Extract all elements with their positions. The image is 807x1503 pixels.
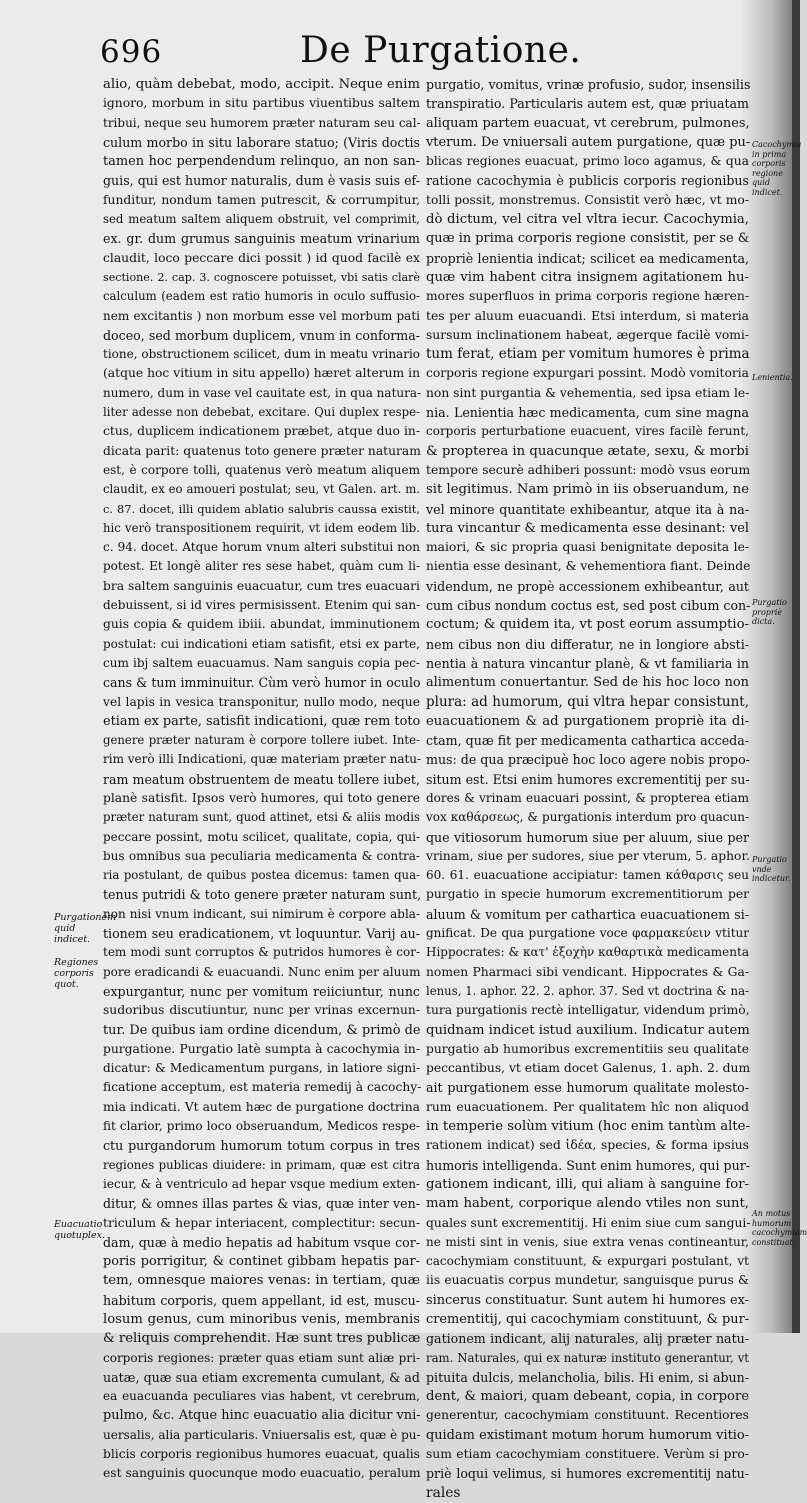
text-line: ait purgationem esse humorum qualitate molesto- bbox=[426, 1080, 749, 1096]
text-line: c. 94. docet. Atque horum vnum alteri substitui non bbox=[103, 540, 420, 555]
text-line: transpiratio. Particularis autem est, quæ priuatam bbox=[426, 96, 749, 112]
text-line: tem modi sunt corruptos & putridos humores è cor- bbox=[103, 945, 420, 960]
text-line: mia indicati. Vt autem hæc de purgatione doctrina bbox=[103, 1099, 420, 1114]
left-text-column bbox=[103, 75, 420, 1484]
text-line: purgatione. Purgatio latè sumpta à cacochymia in- bbox=[103, 1041, 420, 1056]
margin-note-lenientia: Lenientia. bbox=[752, 373, 793, 382]
text-line: cum cibus nondum coctus est, sed post cibum con- bbox=[426, 598, 751, 614]
text-line: corporis regiones: præter quas etiam sunt aliæ pri- bbox=[103, 1350, 420, 1365]
text-line: gnificat. De qua purgatione voce φαρμακεύειν vtitur bbox=[426, 926, 749, 941]
text-line: tura vincantur & medicamenta esse desinant: vel bbox=[426, 520, 749, 536]
margin-note-purgation-indication: Purgationem quid indicet. bbox=[54, 912, 117, 945]
text-line: nientia esse desinant, & vehementiora fiant. Deinde bbox=[426, 559, 751, 574]
text-line: mus: de qua præcipuè hoc loco agere nobis propo- bbox=[426, 752, 750, 768]
text-line: iis euacuatis corpus mundetur, sanguisque purus & bbox=[426, 1273, 749, 1288]
text-line: crementitij, qui cacochymiam constituunt, & pur- bbox=[426, 1312, 750, 1327]
text-line: claudit, ex eo amoueri postulat; seu, vt Galen. art. m. bbox=[103, 482, 420, 497]
text-line: gationem indicant, illi, qui aliam à sanguine for- bbox=[426, 1176, 749, 1192]
text-line: fit clarior, primo loco obseruandum, Medicos respe- bbox=[103, 1119, 420, 1134]
text-line: etiam ex parte, satisfit indicationi, quæ rem toto bbox=[103, 713, 421, 729]
text-line: claudit, loco peccare dici possit ) id quod facilè ex bbox=[103, 250, 420, 265]
text-line: sincerus constituatur. Sunt autem hi humores ex- bbox=[426, 1292, 749, 1308]
text-line: doceo, sed morbum duplicem, vnum in conforma- bbox=[103, 327, 420, 343]
text-line: alimentum conuertantur. Sed de his hoc loco non bbox=[426, 675, 749, 691]
text-line: ditur, & omnes illas partes & vias, quæ inter ven- bbox=[103, 1196, 420, 1212]
text-line: humoris intelligenda. Sunt enim humores, qui pur- bbox=[426, 1157, 750, 1173]
text-line: vox καθάρσεως, & purgationis interdum pro quacun- bbox=[426, 810, 749, 825]
text-line: hic verò transpositionem requirit, vt idem eodem lib. bbox=[103, 520, 420, 535]
text-line: plura: ad humorum, qui vltra hepar consistunt, bbox=[426, 693, 749, 710]
text-line: bra saltem sanguinis euacuatur, cum tres euacuari bbox=[103, 578, 420, 593]
text-line: ria postulant, de quibus postea dicemus: tamen qua- bbox=[103, 868, 420, 883]
text-line: mores superfluos in prima corporis regione hæren- bbox=[426, 289, 749, 304]
text-line: tum ferat, etiam per vomitum humores è prima bbox=[426, 346, 750, 363]
text-line: quæ in prima corporis regione consistit, per se & bbox=[426, 231, 750, 247]
text-line: numero, dum in vase vel cauitate est, in qua natura- bbox=[103, 385, 422, 400]
running-title: De Purgatione. bbox=[300, 30, 582, 71]
text-line: blicas regiones euacuat, primo loco agamus, & qua bbox=[426, 154, 749, 169]
text-line: nia. Lenientia hæc medicamenta, cum sine magna bbox=[426, 405, 749, 421]
text-line: rim verò illi Indicationi, quæ materiam præter natu- bbox=[103, 752, 422, 767]
text-line: non nisi vnum indicant, sui nimirum è corpore abla- bbox=[103, 906, 420, 921]
text-line: potest. Et longè aliter res sese habet, quàm cum li- bbox=[103, 559, 420, 574]
text-line: in temperie solùm vitium (hoc enim tantùm alte- bbox=[426, 1119, 750, 1135]
text-line: losum genus, cum minoribus venis, membranis bbox=[103, 1312, 420, 1327]
text-line: habitum corporis, quem appellant, id est, muscu- bbox=[103, 1292, 420, 1308]
margin-note-purgatio-proprie: Purgatio propriè dicta. bbox=[752, 598, 787, 626]
text-line: & reliquis comprehendit. Hæ sunt tres publicæ bbox=[103, 1331, 421, 1347]
text-line: ea euacuanda peculiares vias habent, vt cerebrum, bbox=[103, 1389, 420, 1404]
text-line: pituita dulcis, melancholia, bilis. Hi enim, si abun- bbox=[426, 1369, 749, 1385]
text-line: poris porrigitur, & continet gibbam hepatis par- bbox=[103, 1254, 420, 1270]
text-line: liter adesse non debebat, excitare. Qui duplex respe- bbox=[103, 405, 420, 420]
text-line: ne misti sint in venis, siue extra venas contineantur, bbox=[426, 1234, 749, 1249]
text-line: uatæ, quæ sua etiam excrementa cumulant, & ad bbox=[103, 1369, 420, 1385]
text-line: ratione cacochymia è publicis corporis regionibus bbox=[426, 173, 749, 189]
text-line: sum etiam cacochymiam constituere. Verùm si pro- bbox=[426, 1447, 749, 1462]
text-line: aluum & vomitum per cathartica euacuationem si- bbox=[426, 906, 749, 922]
page-number: 696 bbox=[100, 34, 163, 70]
right-text-column bbox=[426, 75, 749, 1503]
text-line: cacochymiam constituunt, & expurgari postulant, vt bbox=[426, 1254, 749, 1269]
text-line: corporis perturbatione euacuent, vires facilè ferunt, bbox=[426, 424, 749, 439]
text-line: regiones publicas diuidere: in primam, quæ est citra bbox=[103, 1157, 420, 1172]
text-line: purgatio, vomitus, vrinæ profusio, sudor, insensilis bbox=[426, 77, 751, 92]
text-line: ctu purgandorum humorum totum corpus in tres bbox=[103, 1138, 420, 1154]
text-line: est, è corpore tolli, quatenus verò meatum aliquem bbox=[103, 462, 420, 477]
text-line: uersalis, alia particularis. Vniuersalis est, quæ è pu- bbox=[103, 1427, 421, 1442]
text-line: 60. 61. euacuatione accipiatur: tamen κάθαρσις seu bbox=[426, 868, 749, 883]
text-line: cans & tum imminuitur. Cùm verò humor in oculo bbox=[103, 675, 421, 691]
text-line: (atque hoc vitium in situ appello) hæret alterum in bbox=[103, 366, 420, 381]
text-line: sit legitimus. Nam primò in iis obseruandum, ne bbox=[426, 482, 750, 498]
text-line: calculum (eadem est ratio humoris in oculo suffusio- bbox=[103, 289, 420, 304]
margin-note-cacochymia: Cacochymia in prima corporis regione quid indicet. bbox=[752, 140, 802, 197]
text-line: ignoro, morbum in situ partibus viuentibus saltem bbox=[103, 96, 420, 111]
text-line: culum morbo in situ laborare statuo; (Viris doctis bbox=[103, 134, 420, 150]
text-line: nomen Pharmaci sibi vendicant. Hippocrates & Ga- bbox=[426, 964, 749, 979]
text-line: propriè lenientia indicat; scilicet ea medicamenta, bbox=[426, 250, 749, 266]
text-line: est sanguinis quocunque modo euacuatio, peralum bbox=[103, 1466, 421, 1481]
next-page-edge bbox=[792, 0, 800, 1333]
text-line: coctum; & quidem ita, vt post eorum assumptio- bbox=[426, 617, 750, 633]
text-line: ficatione acceptum, est materia remedij à cacochy- bbox=[103, 1080, 422, 1095]
text-line: peccantibus, vt etiam docet Galenus, 1. aph. 2. dum bbox=[426, 1061, 751, 1076]
text-line: expurgantur, nunc per vomitum reiiciuntur, nunc bbox=[103, 983, 420, 999]
text-line: tribui, neque seu humorem præter naturam seu cal- bbox=[103, 115, 421, 130]
text-line: ram meatum obstruentem de meatu tollere iubet, bbox=[103, 771, 420, 787]
text-line: triculum & hepar interiacent, complectitur: secun- bbox=[103, 1215, 420, 1230]
text-line: planè satisfit. Ipsos verò humores, qui toto genere bbox=[103, 790, 420, 805]
text-line: dam, quæ à medio hepatis ad habitum vsque cor- bbox=[103, 1234, 420, 1250]
text-line: guis copia & quidem ibiii. abundat, imminutionem bbox=[103, 617, 420, 632]
text-line: tamen hoc perpendendum relinquo, an non san- bbox=[103, 154, 420, 170]
text-line: tem, omnesque maiores venas: in tertiam, quæ bbox=[103, 1273, 420, 1289]
text-line: non sint purgantia & vehementia, sed ipsa etiam le- bbox=[426, 385, 750, 400]
text-line: ram. Naturales, qui ex naturæ instituto generantur, vt bbox=[426, 1350, 749, 1365]
text-line: sursum inclinationem habeat, ægerque facilè vomi- bbox=[426, 327, 749, 342]
text-line: videndum, ne propè accessionem exhibeantur, aut bbox=[426, 578, 749, 594]
text-line: dò dictum, vel citra vel vltra iecur. Cacochymia, bbox=[426, 212, 749, 228]
text-line: quæ vim habent citra insignem agitationem hu- bbox=[426, 269, 749, 285]
text-line: & propterea in quacunque ætate, sexu, & morbi bbox=[426, 443, 749, 459]
text-line: postulat: cui indicationi etiam satisfit, etsi ex parte, bbox=[103, 636, 420, 651]
margin-note-evacuation-kinds: Euacuatio quotuplex. bbox=[54, 1219, 105, 1241]
text-line: debuissent, si id vires permisissent. Etenim qui san- bbox=[103, 598, 421, 613]
text-line: quales sunt excrementitij. Hi enim siue cum sangui- bbox=[426, 1215, 751, 1230]
text-line: Hippocrates: & κατ' ἐξοχὴν καθαρτικὰ medicamenta bbox=[426, 945, 749, 960]
text-line: vrinam, siue per sudores, siue per vterum, 5. aphor. bbox=[426, 848, 750, 863]
text-line: tempore securè adhiberi possunt: modò vsus eorum bbox=[426, 462, 751, 477]
text-line: nem excitantis ) non morbum esse vel morbum pati bbox=[103, 308, 420, 323]
text-line: vel lapis in vesica transponitur, nullo modo, neque bbox=[103, 694, 420, 709]
text-line: corporis regione expurgari possint. Modò vomitoria bbox=[426, 366, 749, 381]
text-line: c. 87. docet, illi quidem ablatio salubris caussa existit, bbox=[103, 501, 420, 516]
text-line: rationem indicat) sed ἰδέα, species, & forma ipsius bbox=[426, 1138, 749, 1153]
text-line: tolli possit, monstremus. Consistit verò hæc, vt mo- bbox=[426, 192, 749, 207]
text-line: vel minore quantitate exhibeantur, atque ita à na- bbox=[426, 501, 749, 517]
margin-note-body-regions: Regiones corporis quot. bbox=[54, 957, 99, 990]
text-line: genere præter naturam è corpore tollere iubet. Inte- bbox=[103, 733, 420, 748]
text-line: sudoribus discutiuntur, nunc per vrinas excernun- bbox=[103, 1003, 420, 1018]
text-line: sectione. 2. cap. 3. cognoscere potuisset, vbi satis clarè bbox=[103, 270, 420, 284]
text-line: dicata parit: quatenus toto genere præter naturam bbox=[103, 443, 421, 458]
text-line: rales bbox=[426, 1484, 461, 1501]
text-line: tione, obstructionem scilicet, dum in meatu vrinario bbox=[103, 347, 421, 362]
text-line: ex. gr. dum grumus sanguinis meatum vrinarium bbox=[103, 231, 420, 247]
text-line: quidnam indicet istud auxilium. Indicatur autem bbox=[426, 1022, 750, 1038]
text-line: situm est. Etsi enim humores excrementitij per su- bbox=[426, 771, 750, 787]
text-line: peccare possint, motu scilicet, qualitate, copia, qui- bbox=[103, 829, 420, 844]
text-line: iecur, & à ventriculo ad hepar vsque medium exten- bbox=[103, 1176, 420, 1191]
text-line: cum ibj saltem euacuamus. Nam sanguis copia pec- bbox=[103, 655, 420, 670]
text-line: funditur, nondum tamen putrescit, & corrumpitur, bbox=[103, 192, 420, 207]
text-line: dicatur: & Medicamentum purgans, in latiore signi- bbox=[103, 1061, 420, 1076]
text-line: tura purgationis rectè intelligatur, videndum primò, bbox=[426, 1003, 750, 1018]
text-line: priè loqui velimus, si humores excrementitij natu- bbox=[426, 1466, 749, 1482]
text-line: dores & vrinam euacuari possint, & propterea etiam bbox=[426, 790, 749, 805]
text-line: tionem seu eradicationem, vt loquuntur. Varij au- bbox=[103, 926, 420, 942]
text-line: euacuationem & ad purgationem propriè ita di- bbox=[426, 713, 749, 729]
text-line: ctam, quæ fit per medicamenta cathartica acceda- bbox=[426, 733, 749, 749]
text-line: dent, & maiori, quam debeant, copia, in corpore bbox=[426, 1389, 750, 1405]
text-line: ctus, duplicem indicationem præbet, atque duo in- bbox=[103, 424, 420, 439]
text-line: nentia à natura vincantur planè, & vt familiaria in bbox=[426, 655, 749, 671]
text-line: alio, quàm debebat, modo, accipit. Neque enim bbox=[103, 77, 420, 92]
text-line: aliquam partem euacuat, vt cerebrum, pulmones, bbox=[426, 115, 750, 131]
text-line: mam habent, corporique alendo vtiles non sunt, bbox=[426, 1196, 749, 1212]
text-line: que vitiosorum humorum siue per aluum, siue per bbox=[426, 829, 749, 845]
text-line: vterum. De vniuersali autem purgatione, quæ pu- bbox=[426, 134, 751, 150]
text-line: lenus, 1. aphor. 22. 2. aphor. 37. Sed vt doctrina & na- bbox=[426, 983, 749, 998]
text-line: pulmo, &c. Atque hinc euacuatio alia dicitur vni- bbox=[103, 1408, 421, 1424]
text-line: gationem indicant, alij naturales, alij præter natu- bbox=[426, 1331, 749, 1347]
text-line: guis, qui est humor naturalis, dum è vasis suis ef- bbox=[103, 173, 420, 189]
text-line: sed meatum saltem aliquem obstruit, vel comprimit, bbox=[103, 212, 420, 227]
margin-note-purgatio-unde: Purgatio vnde indicetur. bbox=[752, 855, 791, 883]
text-line: tenus putridi & toto genere præter naturam sunt, bbox=[103, 887, 422, 903]
text-line: tes per aluum euacuandi. Etsi interdum, si materia bbox=[426, 308, 749, 323]
text-line: purgatio in specie humorum excrementitiorum per bbox=[426, 887, 749, 902]
page-header bbox=[100, 28, 740, 76]
text-line: tur. De quibus iam ordine dicendum, & primò de bbox=[103, 1022, 421, 1038]
margin-note-motus-humorum: An motus humorum cacochymiam constituat. bbox=[752, 1209, 807, 1247]
text-line: bus omnibus sua peculiaria medicamenta & contra- bbox=[103, 848, 420, 863]
text-line: præter naturam sunt, quod attinet, etsi & aliis modis bbox=[103, 810, 420, 825]
text-line: pore eradicandi & euacuandi. Nunc enim per aluum bbox=[103, 964, 421, 979]
text-line: generentur, cacochymiam constituunt. Recentiores bbox=[426, 1408, 749, 1423]
text-line: rum euacuationem. Per qualitatem hîc non aliquod bbox=[426, 1099, 749, 1114]
text-line: purgatio ab humoribus excrementitiis seu qualitate bbox=[426, 1041, 749, 1056]
text-line: blicis corporis regionibus humores euacuat, qualis bbox=[103, 1447, 420, 1462]
text-line: quidam existimant motum horum humorum vitio- bbox=[426, 1427, 749, 1443]
text-line: nem cibus non diu differatur, ne in longiore absti- bbox=[426, 636, 749, 652]
text-line: maiori, & sic propria quasi benignitate deposita le- bbox=[426, 540, 749, 555]
